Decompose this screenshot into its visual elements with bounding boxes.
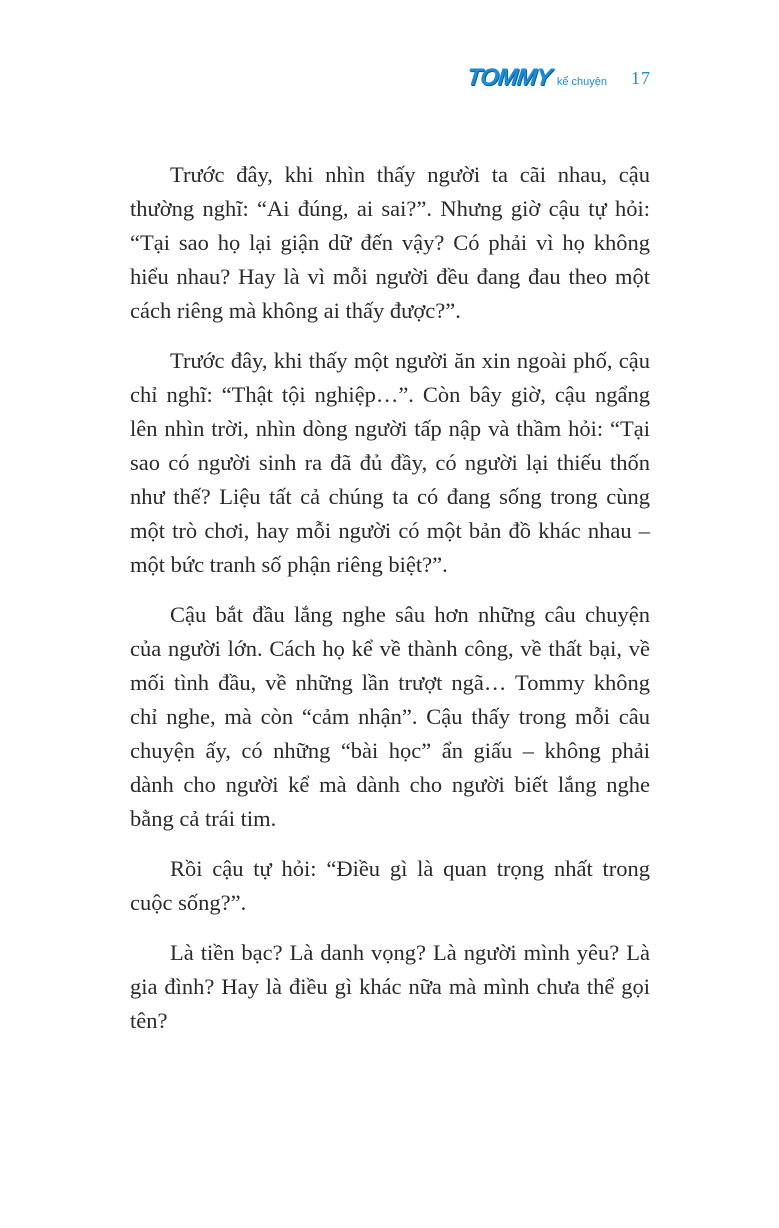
logo-wordmark: TOMMY [465, 64, 553, 91]
paragraph-5: Là tiền bạc? Là danh vọng? Là người mình yêu? Là gia đình? Hay là điều gì khác nữa mà mình chưa thể gọi tên? [130, 940, 650, 1033]
paragraph-2: Trước đây, khi thấy một người ăn xin ngoài phố, cậu chỉ nghĩ: “Thật tội nghiệp…”. Còn bây giờ, cậu ngẩng lên nhìn trời, nhìn dòng người tấp nập và thầm hỏi: “Tại sao có người sinh ra đã đủ đầy, có người lại thiếu thốn như thế? Liệu tất cả chúng ta có đang sống trong cùng một trò chơi, hay mỗi người có một bản đồ khác nhau – một bức tranh số phận riêng biệt?”. [130, 348, 650, 577]
paragraph-4: Rồi cậu tự hỏi: “Điều gì là quan trọng nhất trong cuộc sống?”. [130, 856, 650, 915]
running-header [467, 64, 651, 92]
paragraph-1: Trước đây, khi nhìn thấy người ta cãi nhau, cậu thường nghĩ: “Ai đúng, ai sai?”. Nhưng giờ cậu tự hỏi: “Tại sao họ lại giận dữ đến vậy? Có phải vì họ không hiểu nhau? Hay là vì mỗi người đều đang đau theo một cách riêng mà không ai thấy được?”. [130, 162, 650, 323]
page-number: 17 [631, 67, 651, 88]
logo-subtitle: kể chuyện [556, 76, 607, 88]
paragraph-3: Cậu bắt đầu lắng nghe sâu hơn những câu chuyện của người lớn. Cách họ kể về thành công, về thất bại, về mối tình đầu, về những lần trượt ngã… Tommy không chỉ nghe, mà còn “cảm nhận”. Cậu thấy trong mỗi câu chuyện ấy, có những “bài học” ẩn giấu – không phải dành cho người kể mà dành cho người biết lắng nghe bằng cả trái tim. [130, 602, 650, 831]
body-text [130, 158, 650, 1054]
series-logo [467, 64, 607, 92]
